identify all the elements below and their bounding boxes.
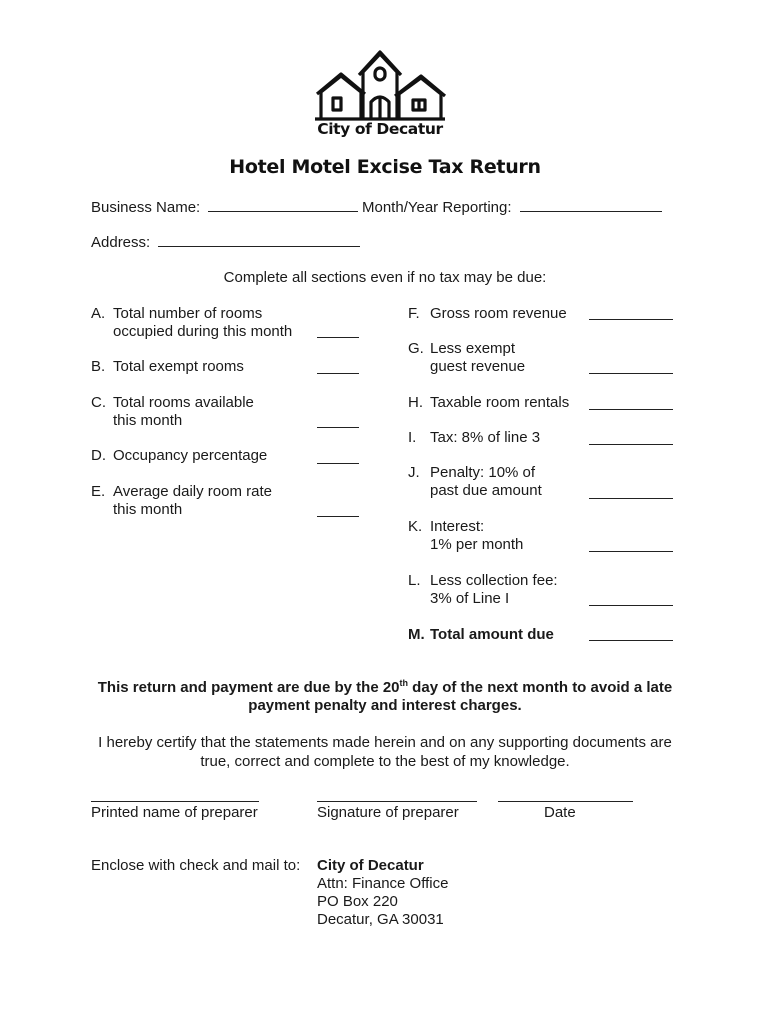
item-e-blank[interactable] xyxy=(317,516,359,517)
item-h: H. Taxable room rentals xyxy=(408,394,570,411)
date-label: Date xyxy=(544,804,576,821)
business-name-label: Business Name: xyxy=(91,199,201,216)
address-line[interactable] xyxy=(158,233,360,247)
item-d-blank[interactable] xyxy=(317,463,359,464)
item-e: E. Average daily room rate this month xyxy=(91,483,272,518)
item-b-blank[interactable] xyxy=(317,373,359,374)
due-notice: This return and payment are due by the 20th day of the next month to avoid a late payment penalty and interest charges. xyxy=(97,678,673,714)
item-l: L. Less collection fee: 3% of Line I xyxy=(408,572,558,607)
printed-name-line[interactable] xyxy=(91,801,259,802)
item-k: K. Interest: 1% per month xyxy=(408,518,524,553)
mailing-name: City of Decatur xyxy=(317,857,424,874)
item-k-blank[interactable] xyxy=(589,551,673,552)
item-h-blank[interactable] xyxy=(589,409,673,410)
month-year-line[interactable] xyxy=(520,198,662,212)
month-year-label: Month/Year Reporting: xyxy=(362,199,512,216)
item-a: A. Total number of rooms occupied during this month xyxy=(91,305,293,340)
item-g-blank[interactable] xyxy=(589,373,673,374)
item-f-blank[interactable] xyxy=(589,319,673,320)
item-l-blank[interactable] xyxy=(589,605,673,606)
item-c: C. Total rooms available this month xyxy=(91,394,254,429)
certification-text: I hereby certify that the statements made herein and on any supporting documents are true, correct and complete to the best of my knowledge. xyxy=(98,734,672,770)
city-logo xyxy=(313,48,447,144)
item-i: I. Tax: 8% of line 3 xyxy=(408,429,541,446)
item-c-blank[interactable] xyxy=(317,427,359,428)
address-field[interactable] xyxy=(91,233,360,251)
address-label: Address: xyxy=(91,234,151,251)
item-j-blank[interactable] xyxy=(589,498,673,499)
business-name-field[interactable] xyxy=(91,198,358,216)
signature-label: Signature of preparer xyxy=(317,804,459,821)
printed-name-label: Printed name of preparer xyxy=(91,804,258,821)
mailing-address xyxy=(317,857,448,929)
month-year-field[interactable] xyxy=(362,198,662,216)
city-buildings-icon xyxy=(313,48,447,122)
item-g: G. Less exempt guest revenue xyxy=(408,340,526,375)
mailing-attn: Attn: Finance Office xyxy=(317,875,449,892)
item-m: M. Total amount due xyxy=(408,626,554,643)
item-a-blank[interactable] xyxy=(317,337,359,338)
logo-wordmark: City of Decatur xyxy=(317,120,443,138)
mailing-po-box: PO Box 220 xyxy=(317,893,398,910)
item-j: J. Penalty: 10% of past due amount xyxy=(408,464,542,499)
mailing-city: Decatur, GA 30031 xyxy=(317,911,444,928)
item-f: F. Gross room revenue xyxy=(408,305,567,322)
item-i-blank[interactable] xyxy=(589,444,673,445)
item-m-blank[interactable] xyxy=(589,640,673,641)
business-name-line[interactable] xyxy=(208,198,358,212)
date-line[interactable] xyxy=(498,801,633,802)
page-title: Hotel Motel Excise Tax Return xyxy=(229,156,541,178)
mailing-label: Enclose with check and mail to: xyxy=(91,857,301,874)
item-d: D. Occupancy percentage xyxy=(91,447,268,464)
instruction-text: Complete all sections even if no tax may be due: xyxy=(223,269,547,286)
item-b: B. Total exempt rooms xyxy=(91,358,244,375)
signature-line[interactable] xyxy=(317,801,477,802)
